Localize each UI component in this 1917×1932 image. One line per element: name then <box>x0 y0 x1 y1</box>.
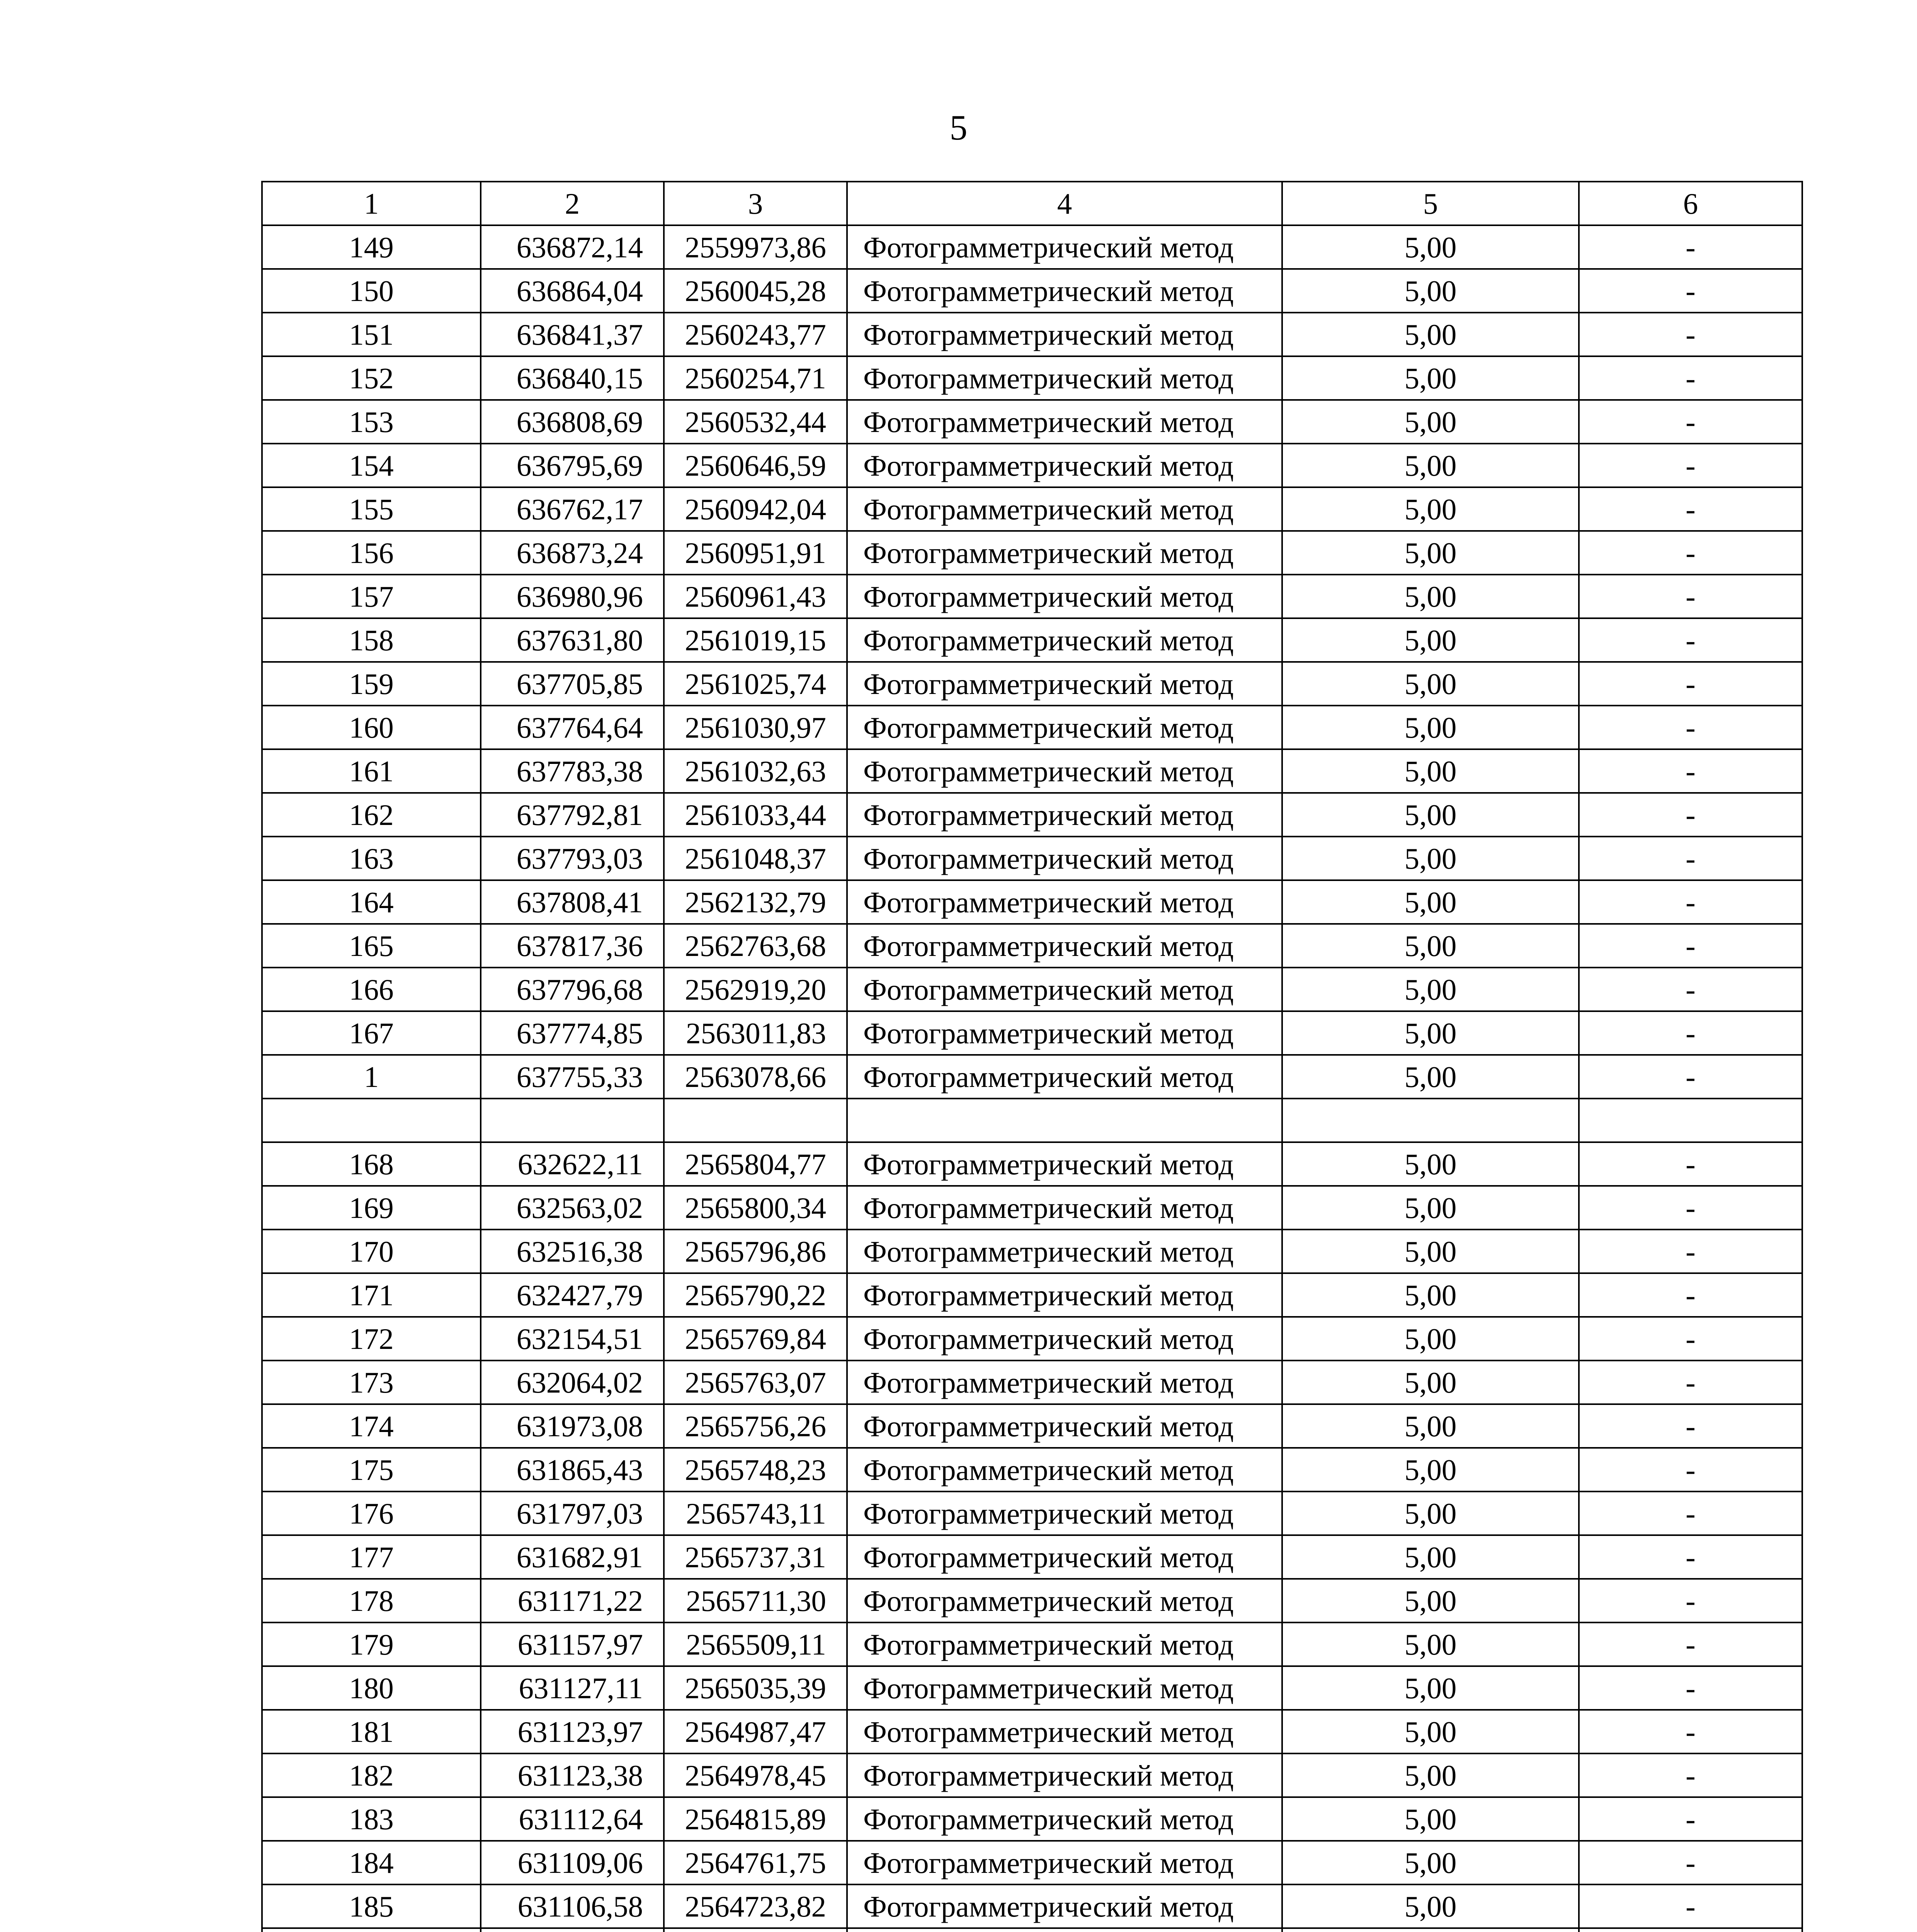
point-number-cell: 150 <box>262 269 481 313</box>
note-cell: - <box>1579 793 1802 837</box>
x-coordinate-cell: 637631,80 <box>481 618 664 662</box>
x-coordinate-cell: 632064,02 <box>481 1361 664 1404</box>
x-coordinate-cell: 637783,38 <box>481 749 664 793</box>
y-coordinate-cell: 2563011,83 <box>664 1011 847 1055</box>
table-row <box>262 1753 1802 1797</box>
note-cell: - <box>1579 1404 1802 1448</box>
note-cell <box>1579 1099 1802 1142</box>
y-coordinate-cell: 2561033,44 <box>664 793 847 837</box>
method-cell: Фотограмметрический метод <box>847 313 1282 356</box>
table-header-row <box>262 182 1802 225</box>
point-number-cell: 162 <box>262 793 481 837</box>
table-row <box>262 1622 1802 1666</box>
y-coordinate-cell: 2565737,31 <box>664 1535 847 1579</box>
point-number-cell: 181 <box>262 1710 481 1753</box>
method-cell: Фотограмметрический метод <box>847 1492 1282 1535</box>
note-cell: - <box>1579 1753 1802 1797</box>
table-row <box>262 1928 1802 1932</box>
table-row <box>262 400 1802 444</box>
accuracy-cell: 5,00 <box>1282 1535 1579 1579</box>
table-row <box>262 1448 1802 1492</box>
x-coordinate-cell: 631123,97 <box>481 1710 664 1753</box>
note-cell: - <box>1579 1055 1802 1099</box>
point-number-cell: 168 <box>262 1142 481 1186</box>
accuracy-cell: 5,00 <box>1282 531 1579 575</box>
method-cell <box>847 1099 1282 1142</box>
method-cell: Фотограмметрический метод <box>847 880 1282 924</box>
method-cell: Фотограмметрический метод <box>847 1710 1282 1753</box>
table-row <box>262 225 1802 269</box>
y-coordinate-cell: 2562132,79 <box>664 880 847 924</box>
x-coordinate-cell: 637792,81 <box>481 793 664 837</box>
method-cell: Фотограмметрический метод <box>847 1186 1282 1230</box>
point-number-cell: 170 <box>262 1230 481 1273</box>
point-number-cell: 158 <box>262 618 481 662</box>
accuracy-cell: 5,00 <box>1282 1186 1579 1230</box>
x-coordinate-cell: 631973,08 <box>481 1404 664 1448</box>
accuracy-cell: 5,00 <box>1282 1884 1579 1928</box>
point-number-cell: 159 <box>262 662 481 706</box>
column-header-2: 2 <box>481 182 664 225</box>
point-number-cell <box>262 1928 481 1932</box>
y-coordinate-cell: 2561030,97 <box>664 706 847 749</box>
y-coordinate-cell: 2565800,34 <box>664 1186 847 1230</box>
method-cell: Фотограмметрический метод <box>847 1317 1282 1361</box>
method-cell: Фотограмметрический метод <box>847 968 1282 1011</box>
accuracy-cell: 5,00 <box>1282 225 1579 269</box>
note-cell: - <box>1579 1186 1802 1230</box>
x-coordinate-cell: 632516,38 <box>481 1230 664 1273</box>
accuracy-cell: 5,00 <box>1282 793 1579 837</box>
method-cell: Фотограмметрический метод <box>847 706 1282 749</box>
table-row <box>262 1710 1802 1753</box>
table-row <box>262 487 1802 531</box>
table-row <box>262 880 1802 924</box>
table-row <box>262 706 1802 749</box>
point-number-cell: 179 <box>262 1622 481 1666</box>
note-cell: - <box>1579 662 1802 706</box>
x-coordinate-cell: 631112,64 <box>481 1797 664 1841</box>
accuracy-cell: 5,00 <box>1282 1579 1579 1622</box>
note-cell: - <box>1579 1273 1802 1317</box>
method-cell: Фотограмметрический метод <box>847 1666 1282 1710</box>
method-cell: Фотограмметрический метод <box>847 1797 1282 1841</box>
method-cell: Фотограмметрический метод <box>847 1230 1282 1273</box>
y-coordinate-cell: 2560646,59 <box>664 444 847 487</box>
x-coordinate-cell: 636841,37 <box>481 313 664 356</box>
note-cell: - <box>1579 313 1802 356</box>
y-coordinate-cell: 2565804,77 <box>664 1142 847 1186</box>
note-cell: - <box>1579 968 1802 1011</box>
table-row <box>262 1361 1802 1404</box>
method-cell: Фотограмметрический метод <box>847 1011 1282 1055</box>
table-row <box>262 1666 1802 1710</box>
y-coordinate-cell: 2561025,74 <box>664 662 847 706</box>
point-number-cell: 164 <box>262 880 481 924</box>
method-cell <box>847 1928 1282 1932</box>
x-coordinate-cell: 631127,11 <box>481 1666 664 1710</box>
accuracy-cell: 5,00 <box>1282 1361 1579 1404</box>
page-number: 5 <box>949 108 968 147</box>
x-coordinate-cell: 636872,14 <box>481 225 664 269</box>
x-coordinate-cell: 631106,58 <box>481 1884 664 1928</box>
note-cell: - <box>1579 1622 1802 1666</box>
method-cell: Фотограмметрический метод <box>847 662 1282 706</box>
table-row <box>262 1535 1802 1579</box>
x-coordinate-cell: 637774,85 <box>481 1011 664 1055</box>
y-coordinate-cell: 2560243,77 <box>664 313 847 356</box>
table-row <box>262 793 1802 837</box>
column-header-5: 5 <box>1282 182 1579 225</box>
x-coordinate-cell: 632154,51 <box>481 1317 664 1361</box>
x-coordinate-cell: 631171,22 <box>481 1579 664 1622</box>
point-number-cell <box>262 1099 481 1142</box>
table-row <box>262 618 1802 662</box>
method-cell: Фотограмметрический метод <box>847 575 1282 618</box>
y-coordinate-cell: 2565743,11 <box>664 1492 847 1535</box>
y-coordinate-cell: 2560951,91 <box>664 531 847 575</box>
point-number-cell: 174 <box>262 1404 481 1448</box>
y-coordinate-cell: 2564987,47 <box>664 1710 847 1753</box>
x-coordinate-cell: 637796,68 <box>481 968 664 1011</box>
table-row <box>262 968 1802 1011</box>
y-coordinate-cell: 2561032,63 <box>664 749 847 793</box>
y-coordinate-cell: 2565796,86 <box>664 1230 847 1273</box>
point-number-cell: 180 <box>262 1666 481 1710</box>
method-cell: Фотограмметрический метод <box>847 225 1282 269</box>
point-number-cell: 185 <box>262 1884 481 1928</box>
note-cell: - <box>1579 1884 1802 1928</box>
method-cell: Фотограмметрический метод <box>847 924 1282 968</box>
accuracy-cell: 5,00 <box>1282 1273 1579 1317</box>
accuracy-cell: 5,00 <box>1282 1666 1579 1710</box>
point-number-cell: 183 <box>262 1797 481 1841</box>
column-header-3: 3 <box>664 182 847 225</box>
note-cell: - <box>1579 706 1802 749</box>
note-cell: - <box>1579 1492 1802 1535</box>
x-coordinate-cell: 636795,69 <box>481 444 664 487</box>
accuracy-cell: 5,00 <box>1282 1011 1579 1055</box>
y-coordinate-cell: 2560532,44 <box>664 400 847 444</box>
note-cell: - <box>1579 1841 1802 1884</box>
accuracy-cell: 5,00 <box>1282 706 1579 749</box>
table-row <box>262 444 1802 487</box>
accuracy-cell <box>1282 1928 1579 1932</box>
note-cell: - <box>1579 487 1802 531</box>
table-row <box>262 662 1802 706</box>
note-cell: - <box>1579 400 1802 444</box>
table-row <box>262 531 1802 575</box>
table-row <box>262 1492 1802 1535</box>
x-coordinate-cell: 632427,79 <box>481 1273 664 1317</box>
y-coordinate-cell: 2560942,04 <box>664 487 847 531</box>
note-cell: - <box>1579 1142 1802 1186</box>
note-cell: - <box>1579 880 1802 924</box>
method-cell: Фотограмметрический метод <box>847 618 1282 662</box>
y-coordinate-cell: 2562919,20 <box>664 968 847 1011</box>
table-row <box>262 1186 1802 1230</box>
accuracy-cell: 5,00 <box>1282 1710 1579 1753</box>
y-coordinate-cell: 2565769,84 <box>664 1317 847 1361</box>
table-row <box>262 1797 1802 1841</box>
point-number-cell: 1 <box>262 1055 481 1099</box>
note-cell: - <box>1579 1317 1802 1361</box>
table-row <box>262 269 1802 313</box>
x-coordinate-cell: 637793,03 <box>481 837 664 880</box>
note-cell: - <box>1579 1011 1802 1055</box>
point-number-cell: 169 <box>262 1186 481 1230</box>
accuracy-cell: 5,00 <box>1282 1797 1579 1841</box>
y-coordinate-cell: 2559973,86 <box>664 225 847 269</box>
note-cell: - <box>1579 444 1802 487</box>
point-number-cell: 152 <box>262 356 481 400</box>
point-number-cell: 156 <box>262 531 481 575</box>
point-number-cell: 163 <box>262 837 481 880</box>
point-number-cell: 173 <box>262 1361 481 1404</box>
y-coordinate-cell: 2560045,28 <box>664 269 847 313</box>
accuracy-cell: 5,00 <box>1282 313 1579 356</box>
table-row <box>262 1841 1802 1884</box>
point-number-cell: 175 <box>262 1448 481 1492</box>
method-cell: Фотограмметрический метод <box>847 1055 1282 1099</box>
accuracy-cell: 5,00 <box>1282 1841 1579 1884</box>
point-number-cell: 157 <box>262 575 481 618</box>
x-coordinate-cell: 632563,02 <box>481 1186 664 1230</box>
table-row <box>262 1884 1802 1928</box>
accuracy-cell: 5,00 <box>1282 1753 1579 1797</box>
table-row <box>262 837 1802 880</box>
table-row <box>262 1055 1802 1099</box>
accuracy-cell: 5,00 <box>1282 444 1579 487</box>
note-cell: - <box>1579 1710 1802 1753</box>
accuracy-cell: 5,00 <box>1282 749 1579 793</box>
accuracy-cell: 5,00 <box>1282 1448 1579 1492</box>
accuracy-cell: 5,00 <box>1282 924 1579 968</box>
point-number-cell: 184 <box>262 1841 481 1884</box>
point-number-cell: 161 <box>262 749 481 793</box>
y-coordinate-cell: 2565748,23 <box>664 1448 847 1492</box>
note-cell: - <box>1579 1230 1802 1273</box>
table-row <box>262 1404 1802 1448</box>
column-header-4: 4 <box>847 182 1282 225</box>
x-coordinate-cell: 631797,03 <box>481 1492 664 1535</box>
method-cell: Фотограмметрический метод <box>847 1142 1282 1186</box>
point-number-cell: 149 <box>262 225 481 269</box>
note-cell: - <box>1579 1666 1802 1710</box>
x-coordinate-cell: 636873,24 <box>481 531 664 575</box>
point-number-cell: 153 <box>262 400 481 444</box>
accuracy-cell: 5,00 <box>1282 487 1579 531</box>
x-coordinate-cell: 631682,91 <box>481 1535 664 1579</box>
x-coordinate-cell: 636762,17 <box>481 487 664 531</box>
table-row <box>262 749 1802 793</box>
table-row <box>262 924 1802 968</box>
point-number-cell: 167 <box>262 1011 481 1055</box>
method-cell: Фотограмметрический метод <box>847 793 1282 837</box>
y-coordinate-cell: 2560961,43 <box>664 575 847 618</box>
note-cell: - <box>1579 924 1802 968</box>
y-coordinate-cell: 2562763,68 <box>664 924 847 968</box>
y-coordinate-cell: 2565790,22 <box>664 1273 847 1317</box>
y-coordinate-cell <box>664 1928 847 1932</box>
table-row <box>262 1142 1802 1186</box>
y-coordinate-cell: 2565711,30 <box>664 1579 847 1622</box>
x-coordinate-cell: 637705,85 <box>481 662 664 706</box>
accuracy-cell: 5,00 <box>1282 356 1579 400</box>
y-coordinate-cell: 2565035,39 <box>664 1666 847 1710</box>
method-cell: Фотограмметрический метод <box>847 1448 1282 1492</box>
point-number-cell: 172 <box>262 1317 481 1361</box>
accuracy-cell: 5,00 <box>1282 1404 1579 1448</box>
y-coordinate-cell: 2564815,89 <box>664 1797 847 1841</box>
method-cell: Фотограмметрический метод <box>847 1841 1282 1884</box>
note-cell: - <box>1579 749 1802 793</box>
method-cell: Фотограмметрический метод <box>847 1884 1282 1928</box>
note-cell: - <box>1579 1361 1802 1404</box>
point-number-cell: 165 <box>262 924 481 968</box>
note-cell: - <box>1579 1579 1802 1622</box>
accuracy-cell: 5,00 <box>1282 1622 1579 1666</box>
accuracy-cell: 5,00 <box>1282 968 1579 1011</box>
accuracy-cell: 5,00 <box>1282 618 1579 662</box>
method-cell: Фотограмметрический метод <box>847 444 1282 487</box>
x-coordinate-cell: 631865,43 <box>481 1448 664 1492</box>
x-coordinate-cell: 637817,36 <box>481 924 664 968</box>
y-coordinate-cell: 2561019,15 <box>664 618 847 662</box>
x-coordinate-cell: 631157,97 <box>481 1622 664 1666</box>
y-coordinate-cell: 2565509,11 <box>664 1622 847 1666</box>
table-row <box>262 1273 1802 1317</box>
method-cell: Фотограмметрический метод <box>847 400 1282 444</box>
note-cell: - <box>1579 1535 1802 1579</box>
point-number-cell: 160 <box>262 706 481 749</box>
y-coordinate-cell <box>664 1099 847 1142</box>
note-cell <box>1579 1928 1802 1932</box>
y-coordinate-cell: 2560254,71 <box>664 356 847 400</box>
column-header-1: 1 <box>262 182 481 225</box>
point-number-cell: 154 <box>262 444 481 487</box>
method-cell: Фотограмметрический метод <box>847 356 1282 400</box>
method-cell: Фотограмметрический метод <box>847 1361 1282 1404</box>
note-cell: - <box>1579 575 1802 618</box>
x-coordinate-cell: 637808,41 <box>481 880 664 924</box>
table-row <box>262 1230 1802 1273</box>
method-cell: Фотограмметрический метод <box>847 1622 1282 1666</box>
x-coordinate-cell <box>481 1099 664 1142</box>
table-row <box>262 1317 1802 1361</box>
method-cell: Фотограмметрический метод <box>847 1404 1282 1448</box>
method-cell: Фотограмметрический метод <box>847 1273 1282 1317</box>
x-coordinate-cell: 631109,06 <box>481 1841 664 1884</box>
y-coordinate-cell: 2565756,26 <box>664 1404 847 1448</box>
note-cell: - <box>1579 1448 1802 1492</box>
table-row <box>262 1579 1802 1622</box>
x-coordinate-cell: 636980,96 <box>481 575 664 618</box>
accuracy-cell: 5,00 <box>1282 1492 1579 1535</box>
x-coordinate-cell: 636808,69 <box>481 400 664 444</box>
accuracy-cell: 5,00 <box>1282 1142 1579 1186</box>
accuracy-cell: 5,00 <box>1282 880 1579 924</box>
y-coordinate-cell: 2565763,07 <box>664 1361 847 1404</box>
method-cell: Фотограмметрический метод <box>847 1535 1282 1579</box>
y-coordinate-cell: 2564978,45 <box>664 1753 847 1797</box>
point-number-cell: 151 <box>262 313 481 356</box>
accuracy-cell: 5,00 <box>1282 662 1579 706</box>
x-coordinate-cell: 632622,11 <box>481 1142 664 1186</box>
accuracy-cell: 5,00 <box>1282 1055 1579 1099</box>
method-cell: Фотограмметрический метод <box>847 487 1282 531</box>
y-coordinate-cell: 2564723,82 <box>664 1884 847 1928</box>
table-row <box>262 1099 1802 1142</box>
table-row <box>262 1011 1802 1055</box>
accuracy-cell <box>1282 1099 1579 1142</box>
accuracy-cell: 5,00 <box>1282 1317 1579 1361</box>
point-number-cell: 171 <box>262 1273 481 1317</box>
method-cell: Фотограмметрический метод <box>847 269 1282 313</box>
note-cell: - <box>1579 618 1802 662</box>
point-number-cell: 166 <box>262 968 481 1011</box>
note-cell: - <box>1579 269 1802 313</box>
x-coordinate-cell: 631123,38 <box>481 1753 664 1797</box>
y-coordinate-cell: 2563078,66 <box>664 1055 847 1099</box>
point-number-cell: 155 <box>262 487 481 531</box>
y-coordinate-cell: 2564761,75 <box>664 1841 847 1884</box>
table-row <box>262 356 1802 400</box>
method-cell: Фотограмметрический метод <box>847 1753 1282 1797</box>
method-cell: Фотограмметрический метод <box>847 1579 1282 1622</box>
method-cell: Фотограмметрический метод <box>847 837 1282 880</box>
accuracy-cell: 5,00 <box>1282 837 1579 880</box>
table-row <box>262 575 1802 618</box>
coordinates-table <box>261 181 1803 1932</box>
note-cell: - <box>1579 356 1802 400</box>
column-header-6: 6 <box>1579 182 1802 225</box>
point-number-cell: 178 <box>262 1579 481 1622</box>
accuracy-cell: 5,00 <box>1282 1230 1579 1273</box>
method-cell: Фотограмметрический метод <box>847 531 1282 575</box>
table-row <box>262 313 1802 356</box>
point-number-cell: 176 <box>262 1492 481 1535</box>
point-number-cell: 182 <box>262 1753 481 1797</box>
x-coordinate-cell: 637764,64 <box>481 706 664 749</box>
y-coordinate-cell: 2561048,37 <box>664 837 847 880</box>
note-cell: - <box>1579 531 1802 575</box>
accuracy-cell: 5,00 <box>1282 575 1579 618</box>
x-coordinate-cell <box>481 1928 664 1932</box>
note-cell: - <box>1579 837 1802 880</box>
note-cell: - <box>1579 225 1802 269</box>
accuracy-cell: 5,00 <box>1282 269 1579 313</box>
x-coordinate-cell: 636840,15 <box>481 356 664 400</box>
note-cell: - <box>1579 1797 1802 1841</box>
point-number-cell: 177 <box>262 1535 481 1579</box>
x-coordinate-cell: 637755,33 <box>481 1055 664 1099</box>
x-coordinate-cell: 636864,04 <box>481 269 664 313</box>
accuracy-cell: 5,00 <box>1282 400 1579 444</box>
method-cell: Фотограмметрический метод <box>847 749 1282 793</box>
